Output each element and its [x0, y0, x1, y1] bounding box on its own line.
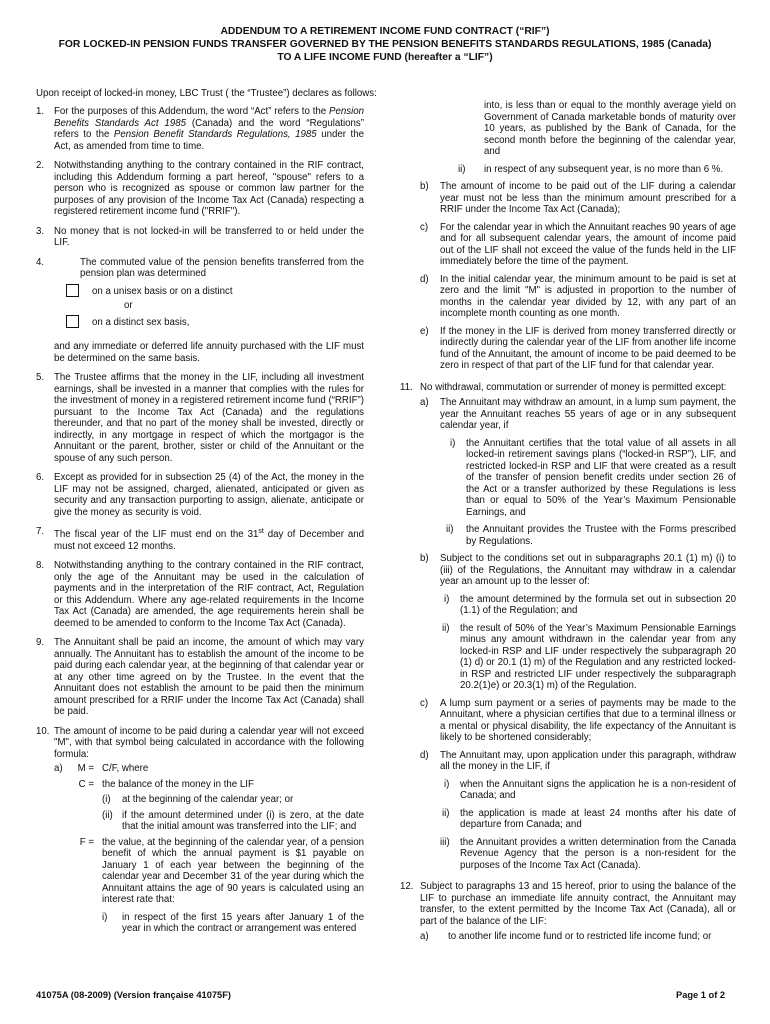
clause-12	[400, 881, 736, 927]
formula-sublabel: (ii)	[102, 809, 113, 821]
item-text: A lump sum payment or a series of payments may be made to the Annuitant, where a physician certifies that due to a terminal illness or a mental or physical disability, the life expectancy of the Annuitant is likely to be shortened considerably;	[440, 697, 736, 743]
clause-10-b	[420, 181, 736, 216]
formula-sublabel: ii)	[458, 163, 466, 175]
distinct-sex-basis-option[interactable]	[66, 315, 364, 331]
clause-number: 7.	[36, 526, 45, 537]
clause-7	[36, 526, 364, 552]
clause-text: Notwithstanding anything to the contrary contained in the RIF contract, including this Addendum forming a part hereof, "spouse" refers to a person who is recognized as spouse or common law partner for the purposes of any provision of the Income Tax Act (Canada) respecting a registered retirement income fund ("RRIF").	[54, 160, 364, 217]
item-text: the result of 50% of the Year’s Maximum Pensionable Earnings minus any amount withdrawn in the calendar year from any locked-in RSP and LIF under respectively the subparagraph 20 (1) d) or 20.1 (1) m) of the Regulation and any restricted locked-in RSP and restricted LIF under respectively the subparagraph 20.2(1)e) or 20.3(1) m) of the Regulation.	[460, 622, 736, 691]
clause-number: 8.	[36, 560, 45, 572]
intro-text: Upon receipt of locked-in money, LBC Trust ( the “Trustee”) declares as follows:	[36, 88, 377, 99]
title-line-1: ADDENDUM TO A RETIREMENT INCOME FUND CONTRACT (“RIF”)	[220, 26, 550, 37]
item-text: the Annuitant provides a written determination from the Canada Revenue Agency that the person is a non-resident for the purposes of the Income Tax Act (Canada).	[460, 836, 736, 871]
clause-11-a-i	[440, 438, 736, 519]
formula-subtext: if the amount determined under (i) is zero, at the date that the initial amount was transferred into the LIF; and	[122, 809, 364, 833]
item-label: iii)	[440, 836, 450, 848]
item-label: i)	[444, 778, 450, 790]
item-label: a)	[420, 931, 429, 942]
clause-11-a	[420, 397, 736, 432]
formula-key: C =	[78, 778, 94, 790]
clause-number: 3.	[36, 225, 45, 237]
item-label: ii)	[442, 807, 450, 819]
clause-10-e	[420, 326, 736, 372]
clause-text: For the purposes of this Addendum, the word “Act” refers to the Pension Benefits Standards Act 1985 (Canada) and the word “Regulations” refers to the Pension Benefit Standards Regulations, 1985 under the Act, as amended from time to time.	[54, 106, 364, 152]
clause-11-d-ii	[440, 808, 736, 831]
unisex-basis-option[interactable]	[66, 284, 364, 300]
clause-text: The fiscal year of the LIF must end on the 31st day of December and must not exceed 12 months.	[54, 528, 364, 552]
clause-number: 11.	[400, 381, 413, 393]
distinct-sex-basis-checkbox[interactable]	[66, 315, 79, 328]
item-label: d)	[420, 749, 429, 761]
clause-10-c	[420, 222, 736, 268]
formula-key: F =	[79, 836, 94, 848]
clause-text: Except as provided for in subsection 25 (4) of the Act, the money in the LIF may not be assigned, charged, alienated, anticipated or given as security and any transaction purporting to assign, alienate, anticipate or give the money as security is void.	[54, 472, 364, 518]
formula-value: C/F, where	[102, 763, 149, 775]
item-label: i)	[444, 593, 450, 605]
item-label: i)	[450, 437, 456, 449]
clause-text: The commuted value of the pension benefits transferred from the pension plan was determined	[80, 256, 364, 279]
formula-subtext: at the beginning of the calendar year; or	[122, 794, 294, 806]
item-text: The Annuitant may, upon application under this paragraph, withdraw all the money in the LIF, if	[440, 749, 736, 772]
clause-number: 12.	[400, 881, 414, 892]
item-label: b)	[420, 553, 429, 564]
clause-12-a	[420, 931, 736, 943]
clause-11-d-i	[440, 779, 736, 802]
formula-f	[36, 837, 364, 906]
clause-text: No withdrawal, commutation or surrender of money is permitted except:	[420, 381, 727, 393]
item-label: a)	[420, 397, 429, 408]
formula-key: M =	[77, 763, 94, 775]
formula-sublabel: (i)	[102, 794, 111, 806]
formula-m	[36, 763, 364, 775]
item-label: ii)	[446, 524, 454, 535]
clause-11-b-ii	[440, 623, 736, 692]
item-text: For the calendar year in which the Annuitant reaches 90 years of age and for all subsequent calendar years, the amount of income paid out of the LIF shall not exceed the value of the funds held in the LIF immediately before the time of the payment.	[440, 221, 736, 267]
item-text: to another life income fund or to restricted life income fund; or	[448, 931, 712, 942]
item-text: when the Annuitant signs the application he is a non-resident of Canada; and	[460, 778, 736, 801]
clause-text: The amount of income to be paid during a calendar year will not exceed "M", with that symbol being calculated in accordance with the following formula:	[54, 725, 364, 760]
item-text: the amount determined by the formula set out in subsection 20 (1.1) of the Regulation; and	[460, 593, 736, 616]
formula-value: the value, at the beginning of the calendar year, of a pension benefit of which the annual payment is $1 payable on January 1 of each year between the beginning of the calendar year and December 31 of the year during which the Annuitant attains the age of 90 years is calculated using an interest rate that:	[102, 836, 364, 906]
clause-11	[400, 382, 736, 394]
distinct-sex-basis-label: on a distinct sex basis,	[92, 317, 190, 328]
clause-11-d-iii	[440, 837, 736, 872]
formula-value: the balance of the money in the LIF	[102, 778, 254, 790]
clause-text: and any immediate or deferred life annuity purchased with the LIF must be determined on the same basis.	[54, 341, 364, 364]
formula-continuation: into, is less than or equal to the monthly average yield on Government of Canada marketable bonds of maturity over 10 years, as published by the Bank of Canada, for the second month before the beginning of the calendar year, and	[484, 100, 736, 157]
item-text: the application is made at least 24 months after his date of departure from Canada; and	[460, 807, 736, 830]
clause-10	[36, 726, 364, 761]
clause-number: 6.	[36, 472, 45, 483]
clause-10-d	[420, 274, 736, 320]
clause-number: 9.	[36, 637, 45, 649]
item-text: the Annuitant certifies that the total value of all assets in all locked-in retirement savings plans (“locked-in RSP”), LIF, and restricted locked-in RSP and LIF that were created as a result of the transfer of pension benefit credits under section 26 of the Act or a transfer authorized by these Regulations is less than or equal to 50% of the Year’s Maximum Pensionable Earnings, and	[466, 437, 736, 518]
clause-number: 2.	[36, 160, 45, 171]
clause-number: 5.	[36, 372, 45, 383]
page-number: Page 1 of 2	[676, 990, 726, 1000]
title-line-3: TO A LIFE INCOME FUND (hereafter a “LIF”)	[277, 52, 493, 63]
clause-number: 4.	[36, 256, 45, 268]
item-label: ii)	[442, 622, 450, 634]
clause-text: No money that is not locked-in will be transferred to or held under the LIF.	[54, 225, 364, 248]
clause-6	[36, 472, 364, 518]
clause-3	[36, 226, 364, 249]
formula-c-i	[36, 794, 364, 806]
item-label: c)	[420, 697, 429, 709]
clause-4	[36, 257, 364, 280]
clause-11-b-i	[440, 594, 736, 617]
item-label: e)	[420, 325, 429, 337]
formula-c-ii	[36, 810, 364, 833]
item-text: Subject to the conditions set out in subparagraphs 20.1 (1) m) (i) to (iii) of the Regulations, the Annuitant may withdraw in a calendar year an amount up to the lesser of:	[440, 553, 736, 587]
clause-number: 10.	[36, 725, 50, 737]
clause-text: The Trustee affirms that the money in the LIF, including all investment earnings, shall be invested in a manner that complies with the rules for the investment of money in a registered retirement income fund (“RRIF”) pursuant to the Income Tax Act (Canada) and the regulations thereunder, and that no part of the money shall be invested, directly or indirectly, in any mortgage in respect of which the mortgagor is the Annuitant or the parent, brother, sister or child of the Annuitant or the spouse of any such person.	[54, 372, 364, 464]
clause-4-tail	[36, 341, 364, 364]
clause-11-b	[420, 553, 736, 588]
unisex-basis-label: on a unisex basis or on a distinct	[92, 285, 233, 297]
formula-subtext: in respect of any subsequent year, is no more than 6 %.	[484, 163, 724, 175]
clause-text: Subject to paragraphs 13 and 15 hereof, prior to using the balance of the LIF to purchase an immediate life annuity contract, the Annuitant may transfer, to the extent permitted by the Income Tax Act (Canada), all or part of the balance of the LIF:	[420, 881, 736, 927]
unisex-basis-checkbox[interactable]	[66, 284, 79, 297]
formula-c	[36, 779, 364, 791]
formula-f-i	[36, 912, 364, 935]
clause-number: 1.	[36, 106, 45, 117]
item-label: d)	[420, 273, 429, 285]
right-column	[400, 100, 736, 949]
clause-9	[36, 637, 364, 718]
left-column	[36, 106, 364, 939]
item-text: The Annuitant may withdraw an amount, in a lump sum payment, the year the Annuitant reaches 55 years of age or in any subsequent calendar year, if	[440, 397, 736, 431]
formula-subtext: in respect of the first 15 years after January 1 of the year in which the contract or arrangement was entered	[122, 911, 364, 935]
clause-1	[36, 106, 364, 152]
formula-f-ii	[400, 164, 736, 176]
formula-sublabel: i)	[102, 911, 108, 923]
title-line-2: FOR LOCKED-IN PENSION FUNDS TRANSFER GOVERNED BY THE PENSION BENEFITS STANDARDS REGULATIONS, 1985 (Canada)	[58, 39, 712, 50]
item-text: The amount of income to be paid out of the LIF during a calendar year must not be less than the minimum amount prescribed for a RRIF under the Income Tax Act (Canada);	[440, 181, 736, 215]
clause-text: The Annuitant shall be paid an income, the amount of which may vary annually. The Annuitant has to establish the amount of the income to be paid during each calendar year, at the beginning of that calendar year or at any other time agreed on by the Trustee. In the event that the Annuitant does not establish the amount to be paid then the minimum amount prescribed for a RRIF under the Income Tax Act (Canada) shall be paid.	[54, 637, 364, 718]
item-label: b)	[420, 181, 429, 192]
clause-11-a-ii	[440, 524, 736, 547]
formula-label-a: a)	[54, 763, 63, 775]
clause-8	[36, 560, 364, 629]
clause-2	[36, 160, 364, 218]
form-code: 41075A (08-2009) (Version française 41075F)	[36, 990, 232, 1000]
clause-5	[36, 372, 364, 464]
clause-11-d	[420, 750, 736, 773]
item-text: If the money in the LIF is derived from money transferred directly or indirectly during the calendar year of the LIF from another life income fund of the Annuitant, the amount of income to be paid deemed to be zero in respect of that part of the LIF fund for that calendar year.	[440, 325, 736, 371]
clause-11-c	[420, 698, 736, 744]
item-label: c)	[420, 221, 429, 233]
clause-text: Notwithstanding anything to the contrary contained in the RIF contract, only the age of the Annuitant may be used in the calculation of payments and in the interpretation of the RIF contract, Act, Regulation or this Addendum. Where any age-related requirements in the Income Tax Act (Canada) are amended, the age requirements herein shall be deemed to be amended to conform to the Income Tax Act (Canada).	[54, 560, 364, 629]
or-label: or	[124, 299, 133, 311]
item-text: the Annuitant provides the Trustee with the Forms prescribed by Regulations.	[466, 524, 736, 547]
item-text: In the initial calendar year, the minimum amount to be paid is set at zero and the limit "M" is adjusted in proportion to the number of months in the calendar year divided by 12, with any part of an incomplete month counting as one month.	[440, 273, 736, 319]
